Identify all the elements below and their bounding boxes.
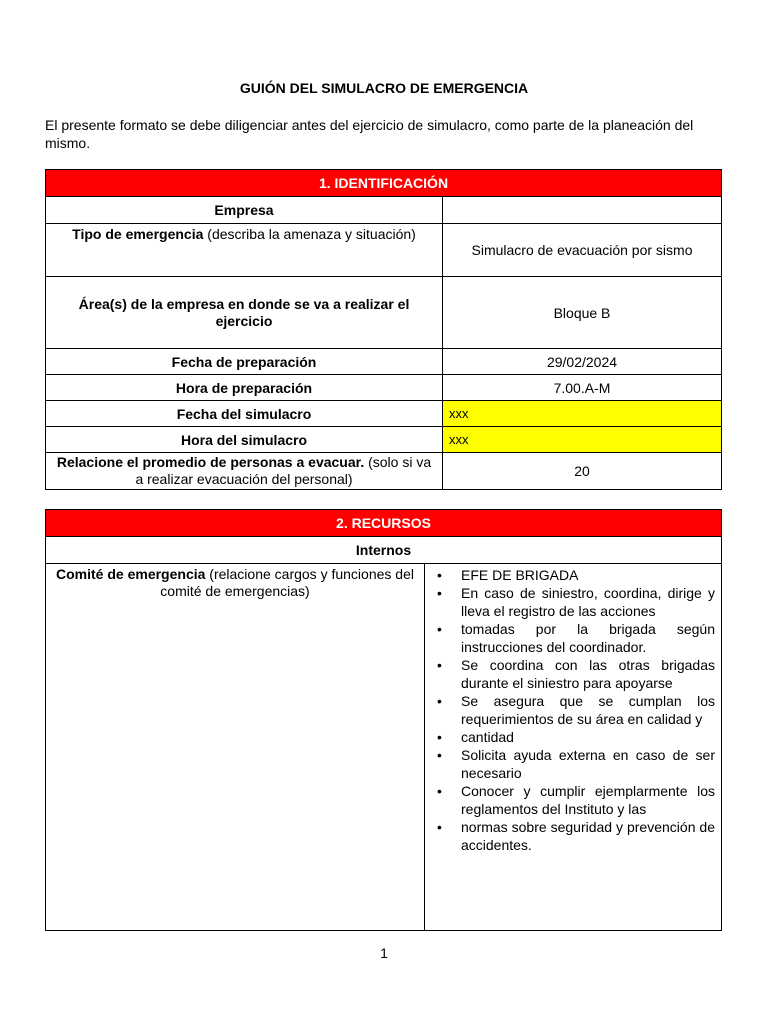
personas-label [46, 453, 443, 490]
tipo-value[interactable]: Simulacro de evacuación por sismo [443, 224, 722, 277]
list-item-text: tomadas por la brigada según instrucciones del coordinador. [461, 621, 715, 655]
personas-label-bold: Relacione el promedio de personas a evacuar. [56, 454, 365, 470]
comite-label-bold: Comité de emergencia [56, 566, 206, 582]
fecha-prep-label: Fecha de preparación [46, 349, 443, 375]
table-row [46, 453, 722, 490]
fecha-sim-label: Fecha del simulacro [46, 401, 443, 427]
bullet-icon: • [437, 729, 442, 745]
comite-duties-cell [425, 564, 722, 931]
empresa-value[interactable] [443, 197, 722, 224]
bullet-icon: • [437, 693, 442, 709]
bullet-icon: • [437, 819, 442, 835]
list-item [437, 620, 715, 656]
table-row [46, 224, 722, 277]
list-item [437, 728, 715, 746]
table-row [46, 197, 722, 224]
table-row [46, 537, 722, 564]
document-title: GUIÓN DEL SIMULACRO DE EMERGENCIA [239, 80, 529, 96]
hora-sim-value[interactable]: xxx [443, 427, 722, 453]
list-item-text: cantidad [461, 729, 514, 745]
list-item [437, 692, 715, 728]
tipo-label-rest: (describa la amenaza y situación) [203, 226, 416, 242]
area-label: Área(s) de la empresa en donde se va a realizar el ejercicio [46, 277, 443, 349]
hora-prep-value[interactable]: 7.00.A-M [443, 375, 722, 401]
list-item-text: Solicita ayuda externa en caso de ser necesario [461, 747, 715, 781]
area-value[interactable]: Bloque B [443, 277, 722, 349]
list-item-text: Se coordina con las otras brigadas durante el siniestro para apoyarse [461, 657, 715, 691]
duties-list [431, 566, 715, 854]
page-number: 1 [380, 945, 388, 961]
table-row [46, 401, 722, 427]
bullet-icon: • [437, 747, 442, 763]
fecha-prep-value[interactable]: 29/02/2024 [443, 349, 722, 375]
list-item-text: Conocer y cumplir ejemplarmente los reglamentos del Instituto y las [461, 783, 715, 817]
personas-value[interactable]: 20 [443, 453, 722, 490]
tipo-label-bold: Tipo de emergencia [72, 226, 204, 242]
personas-label-rest: (solo si va a realizar evacuación del personal) [135, 454, 432, 487]
list-item [437, 818, 715, 854]
bullet-icon: • [437, 657, 442, 673]
fecha-sim-value[interactable]: xxx [443, 401, 722, 427]
list-item [437, 746, 715, 782]
list-item-text: normas sobre seguridad y prevención de accidentes. [461, 819, 715, 853]
section-1-heading: 1. IDENTIFICACIÓN [46, 170, 722, 197]
section-header [46, 170, 722, 197]
bullet-icon: • [437, 585, 442, 601]
list-item-text: Se asegura que se cumplan los requerimientos de su área en calidad y [461, 693, 715, 727]
comite-label-rest: (relacione cargos y funciones del comité de emergencias) [160, 566, 414, 599]
section-2-heading: 2. RECURSOS [46, 510, 722, 537]
table-row [46, 277, 722, 349]
hora-prep-label: Hora de preparación [46, 375, 443, 401]
list-item [437, 566, 715, 584]
table-row [46, 375, 722, 401]
bullet-icon: • [437, 567, 442, 583]
intro-paragraph: El presente formato se debe diligenciar antes del ejercicio de simulacro, como parte de la planeación del mismo. [45, 117, 694, 151]
table-row [46, 564, 722, 931]
table-row [46, 427, 722, 453]
bullet-icon: • [437, 783, 442, 799]
list-item-text: EFE DE BRIGADA [461, 567, 579, 583]
list-item [437, 656, 715, 692]
resources-table [45, 509, 722, 931]
tipo-label [46, 224, 443, 277]
hora-sim-label: Hora del simulacro [46, 427, 443, 453]
internos-subheading: Internos [46, 537, 722, 564]
table-row [46, 349, 722, 375]
comite-label [46, 564, 425, 931]
section-header [46, 510, 722, 537]
empresa-label: Empresa [46, 197, 443, 224]
list-item [437, 782, 715, 818]
bullet-icon: • [437, 621, 442, 637]
identification-table [45, 169, 722, 490]
list-item [437, 584, 715, 620]
list-item-text: En caso de siniestro, coordina, dirige y lleva el registro de las acciones [461, 585, 715, 619]
